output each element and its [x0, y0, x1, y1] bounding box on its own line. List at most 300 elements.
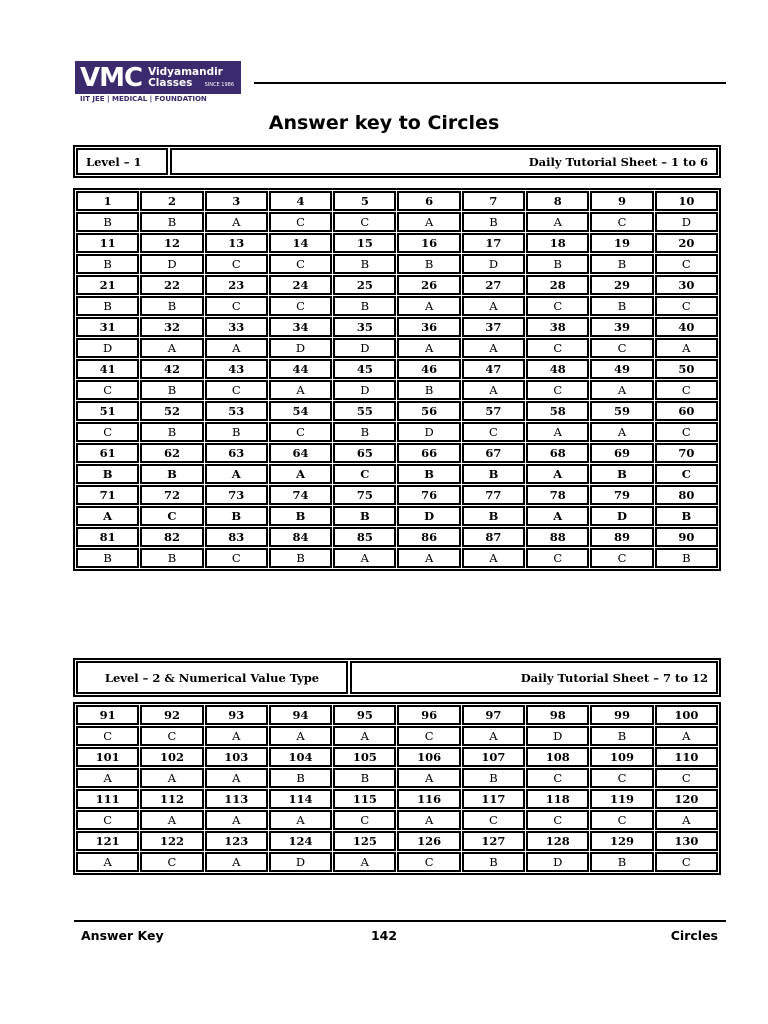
answer-row	[76, 338, 718, 358]
answer-cell: C	[333, 810, 396, 830]
answer-cell: A	[397, 212, 460, 232]
question-number: 59	[590, 401, 653, 421]
section-sheet-label: Daily Tutorial Sheet – 7 to 12	[350, 661, 718, 694]
question-number: 54	[269, 401, 332, 421]
answer-cell: A	[269, 464, 332, 484]
answer-cell: A	[269, 380, 332, 400]
question-number: 126	[397, 831, 460, 851]
question-number: 68	[526, 443, 589, 463]
logo-since: SINCE 1986	[204, 82, 234, 88]
answer-cell: A	[205, 768, 268, 788]
question-number: 80	[655, 485, 718, 505]
question-number: 109	[590, 747, 653, 767]
question-number: 64	[269, 443, 332, 463]
answer-cell: A	[205, 464, 268, 484]
header-rule	[254, 82, 726, 84]
answer-cell: B	[590, 296, 653, 316]
question-number: 27	[462, 275, 525, 295]
answer-row	[76, 726, 718, 746]
answer-cell: A	[269, 726, 332, 746]
question-number: 42	[140, 359, 203, 379]
question-number: 91	[76, 705, 139, 725]
question-number: 51	[76, 401, 139, 421]
question-number: 114	[269, 789, 332, 809]
answer-cell: C	[140, 726, 203, 746]
answer-cell: B	[205, 506, 268, 526]
answer-cell: B	[140, 296, 203, 316]
answer-cell: B	[140, 548, 203, 568]
answer-cell: B	[76, 464, 139, 484]
answer-cell: C	[526, 296, 589, 316]
answer-cell: A	[526, 506, 589, 526]
answer-cell: B	[462, 464, 525, 484]
answer-cell: C	[526, 810, 589, 830]
question-number: 3	[205, 191, 268, 211]
section-level-label: Level – 1	[76, 148, 168, 175]
answer-cell: B	[590, 852, 653, 872]
question-number-row	[76, 527, 718, 547]
answer-cell: A	[462, 338, 525, 358]
question-number: 41	[76, 359, 139, 379]
question-number: 45	[333, 359, 396, 379]
answer-cell: A	[333, 852, 396, 872]
logo-name-line1: Vidyamandir	[148, 65, 223, 78]
question-number: 122	[140, 831, 203, 851]
logo-badge	[75, 61, 241, 94]
question-number: 60	[655, 401, 718, 421]
question-number: 123	[205, 831, 268, 851]
question-number: 118	[526, 789, 589, 809]
question-number-row	[76, 359, 718, 379]
question-number: 16	[397, 233, 460, 253]
question-number: 105	[333, 747, 396, 767]
question-number: 33	[205, 317, 268, 337]
answer-cell: A	[526, 464, 589, 484]
question-number: 53	[205, 401, 268, 421]
question-number: 83	[205, 527, 268, 547]
question-number: 97	[462, 705, 525, 725]
question-number: 104	[269, 747, 332, 767]
question-number: 95	[333, 705, 396, 725]
question-number: 8	[526, 191, 589, 211]
answer-cell: C	[526, 338, 589, 358]
answer-cell: B	[333, 296, 396, 316]
answer-cell: C	[269, 254, 332, 274]
question-number: 23	[205, 275, 268, 295]
question-number: 90	[655, 527, 718, 547]
question-number: 28	[526, 275, 589, 295]
footer-rule	[74, 920, 726, 922]
question-number: 35	[333, 317, 396, 337]
answer-cell: A	[590, 422, 653, 442]
question-number: 48	[526, 359, 589, 379]
question-number: 92	[140, 705, 203, 725]
question-number: 14	[269, 233, 332, 253]
question-number: 37	[462, 317, 525, 337]
answer-cell: C	[269, 212, 332, 232]
question-number: 63	[205, 443, 268, 463]
answer-cell: D	[655, 212, 718, 232]
question-number-row	[76, 401, 718, 421]
answer-cell: B	[76, 254, 139, 274]
section-header-level-2	[73, 658, 721, 697]
question-number: 21	[76, 275, 139, 295]
answer-cell: C	[590, 548, 653, 568]
answer-row	[76, 810, 718, 830]
question-number: 128	[526, 831, 589, 851]
question-number: 50	[655, 359, 718, 379]
question-number: 96	[397, 705, 460, 725]
answer-cell: C	[76, 380, 139, 400]
answer-cell: A	[76, 852, 139, 872]
answer-cell: B	[526, 254, 589, 274]
answer-cell: C	[655, 296, 718, 316]
answer-cell: C	[205, 254, 268, 274]
answer-cell: A	[526, 212, 589, 232]
answer-cell: B	[462, 212, 525, 232]
question-number: 62	[140, 443, 203, 463]
question-number: 46	[397, 359, 460, 379]
answer-cell: A	[205, 338, 268, 358]
question-number: 58	[526, 401, 589, 421]
answer-cell: C	[526, 548, 589, 568]
question-number-row	[76, 789, 718, 809]
answer-cell: C	[590, 810, 653, 830]
question-number: 106	[397, 747, 460, 767]
answer-cell: C	[397, 726, 460, 746]
question-number-row	[76, 747, 718, 767]
answer-row	[76, 212, 718, 232]
question-number: 30	[655, 275, 718, 295]
question-number: 117	[462, 789, 525, 809]
answer-cell: D	[590, 506, 653, 526]
question-number: 98	[526, 705, 589, 725]
answer-row	[76, 768, 718, 788]
question-number: 26	[397, 275, 460, 295]
question-number: 88	[526, 527, 589, 547]
answer-row	[76, 254, 718, 274]
question-number: 9	[590, 191, 653, 211]
answer-cell: A	[397, 296, 460, 316]
question-number-row	[76, 275, 718, 295]
answer-cell: C	[590, 212, 653, 232]
question-number: 1	[76, 191, 139, 211]
question-number: 5	[333, 191, 396, 211]
answer-cell: B	[462, 852, 525, 872]
answer-cell: D	[140, 254, 203, 274]
answer-row	[76, 296, 718, 316]
question-number: 101	[76, 747, 139, 767]
footer-left: Answer Key	[81, 928, 164, 943]
answer-cell: A	[333, 548, 396, 568]
question-number: 108	[526, 747, 589, 767]
answer-cell: C	[76, 422, 139, 442]
question-number: 40	[655, 317, 718, 337]
question-number: 71	[76, 485, 139, 505]
question-number: 57	[462, 401, 525, 421]
answer-cell: B	[269, 768, 332, 788]
answer-cell: A	[397, 768, 460, 788]
answer-cell: A	[205, 212, 268, 232]
answer-cell: C	[269, 296, 332, 316]
question-number: 6	[397, 191, 460, 211]
answer-cell: C	[590, 338, 653, 358]
answer-cell: C	[655, 422, 718, 442]
question-number: 125	[333, 831, 396, 851]
answer-cell: A	[140, 768, 203, 788]
question-number: 49	[590, 359, 653, 379]
question-number: 72	[140, 485, 203, 505]
answer-cell: B	[590, 254, 653, 274]
question-number: 13	[205, 233, 268, 253]
answer-cell: C	[655, 464, 718, 484]
answer-cell: B	[140, 212, 203, 232]
answer-cell: D	[462, 254, 525, 274]
answer-cell: B	[333, 506, 396, 526]
question-number: 86	[397, 527, 460, 547]
answer-cell: C	[462, 810, 525, 830]
question-number: 34	[269, 317, 332, 337]
question-number: 7	[462, 191, 525, 211]
answer-cell: A	[397, 810, 460, 830]
question-number: 120	[655, 789, 718, 809]
page-title: Answer key to Circles	[268, 112, 500, 134]
question-number: 107	[462, 747, 525, 767]
question-number: 127	[462, 831, 525, 851]
answer-cell: A	[655, 726, 718, 746]
question-number: 115	[333, 789, 396, 809]
answer-cell: C	[655, 768, 718, 788]
answer-cell: B	[333, 768, 396, 788]
answer-cell: A	[655, 810, 718, 830]
question-number-row	[76, 317, 718, 337]
answer-row	[76, 852, 718, 872]
answer-cell: A	[462, 548, 525, 568]
answer-cell: B	[76, 296, 139, 316]
question-number: 69	[590, 443, 653, 463]
question-number-row	[76, 485, 718, 505]
answer-cell: D	[526, 726, 589, 746]
answer-cell: B	[590, 726, 653, 746]
question-number: 102	[140, 747, 203, 767]
question-number-row	[76, 233, 718, 253]
answer-cell: C	[526, 380, 589, 400]
answer-cell: A	[269, 810, 332, 830]
question-number: 38	[526, 317, 589, 337]
answer-cell: B	[462, 768, 525, 788]
question-number: 113	[205, 789, 268, 809]
question-number: 121	[76, 831, 139, 851]
question-number: 130	[655, 831, 718, 851]
answer-cell: A	[462, 726, 525, 746]
question-number: 67	[462, 443, 525, 463]
answer-cell: A	[397, 548, 460, 568]
question-number: 61	[76, 443, 139, 463]
answer-cell: C	[655, 852, 718, 872]
question-number: 66	[397, 443, 460, 463]
question-number: 11	[76, 233, 139, 253]
question-number: 103	[205, 747, 268, 767]
question-number: 87	[462, 527, 525, 547]
question-number: 79	[590, 485, 653, 505]
answer-cell: C	[205, 548, 268, 568]
question-number: 47	[462, 359, 525, 379]
answer-cell: B	[76, 548, 139, 568]
question-number: 112	[140, 789, 203, 809]
answer-row	[76, 380, 718, 400]
answer-cell: A	[462, 380, 525, 400]
answer-cell: B	[397, 380, 460, 400]
question-number: 89	[590, 527, 653, 547]
answer-cell: A	[205, 852, 268, 872]
answer-cell: D	[333, 380, 396, 400]
question-number: 22	[140, 275, 203, 295]
answer-cell: C	[655, 254, 718, 274]
answer-cell: C	[205, 380, 268, 400]
question-number: 93	[205, 705, 268, 725]
answer-cell: B	[140, 464, 203, 484]
question-number: 52	[140, 401, 203, 421]
answer-cell: C	[76, 810, 139, 830]
answer-cell: A	[333, 726, 396, 746]
logo-tagline: IIT JEE | MEDICAL | FOUNDATION	[80, 95, 207, 103]
question-number: 76	[397, 485, 460, 505]
answer-cell: A	[655, 338, 718, 358]
question-number: 2	[140, 191, 203, 211]
question-number: 55	[333, 401, 396, 421]
answer-cell: D	[76, 338, 139, 358]
question-number-row	[76, 705, 718, 725]
page-number: 142	[370, 928, 398, 943]
question-number: 39	[590, 317, 653, 337]
answer-cell: C	[140, 852, 203, 872]
answer-cell: A	[76, 768, 139, 788]
question-number: 17	[462, 233, 525, 253]
answer-cell: B	[269, 548, 332, 568]
answer-cell: D	[333, 338, 396, 358]
answer-cell: A	[140, 810, 203, 830]
answer-grid-level-1	[73, 188, 721, 571]
question-number: 111	[76, 789, 139, 809]
answer-cell: A	[590, 380, 653, 400]
answer-cell: B	[590, 464, 653, 484]
answer-cell: B	[655, 506, 718, 526]
answer-cell: A	[397, 338, 460, 358]
answer-cell: C	[76, 726, 139, 746]
answer-cell: A	[140, 338, 203, 358]
section-header-level-1	[73, 145, 721, 178]
answer-cell: B	[140, 380, 203, 400]
question-number: 99	[590, 705, 653, 725]
question-number: 10	[655, 191, 718, 211]
question-number: 12	[140, 233, 203, 253]
answer-cell: C	[397, 852, 460, 872]
footer-right: Circles	[670, 928, 718, 943]
answer-cell: A	[205, 726, 268, 746]
answer-row	[76, 506, 718, 526]
answer-cell: A	[205, 810, 268, 830]
logo-mark: VMC	[80, 62, 143, 93]
answer-cell: A	[462, 296, 525, 316]
question-number: 73	[205, 485, 268, 505]
answer-cell: D	[269, 852, 332, 872]
answer-cell: B	[333, 254, 396, 274]
logo-name-line2: Classes	[148, 76, 193, 89]
answer-cell: D	[269, 338, 332, 358]
answer-cell: B	[269, 506, 332, 526]
question-number: 110	[655, 747, 718, 767]
answer-cell: C	[333, 212, 396, 232]
question-number: 29	[590, 275, 653, 295]
answer-cell: B	[76, 212, 139, 232]
question-number: 36	[397, 317, 460, 337]
question-number: 94	[269, 705, 332, 725]
question-number-row	[76, 831, 718, 851]
answer-cell: B	[462, 506, 525, 526]
question-number: 56	[397, 401, 460, 421]
question-number-row	[76, 443, 718, 463]
answer-cell: C	[526, 768, 589, 788]
section-level-label: Level – 2 & Numerical Value Type	[76, 661, 348, 694]
question-number: 74	[269, 485, 332, 505]
answer-cell: B	[397, 464, 460, 484]
answer-row	[76, 548, 718, 568]
question-number: 124	[269, 831, 332, 851]
answer-cell: B	[205, 422, 268, 442]
answer-row	[76, 464, 718, 484]
question-number: 65	[333, 443, 396, 463]
question-number: 82	[140, 527, 203, 547]
answer-cell: C	[590, 768, 653, 788]
question-number: 25	[333, 275, 396, 295]
question-number: 75	[333, 485, 396, 505]
question-number: 77	[462, 485, 525, 505]
answer-cell: B	[333, 422, 396, 442]
answer-cell: B	[397, 254, 460, 274]
question-number: 43	[205, 359, 268, 379]
question-number: 31	[76, 317, 139, 337]
question-number: 32	[140, 317, 203, 337]
question-number-row	[76, 191, 718, 211]
question-number: 70	[655, 443, 718, 463]
answer-cell: C	[205, 296, 268, 316]
answer-grid-level-2	[73, 702, 721, 875]
answer-cell: A	[76, 506, 139, 526]
answer-cell: B	[140, 422, 203, 442]
question-number: 20	[655, 233, 718, 253]
answer-cell: C	[655, 380, 718, 400]
answer-cell: C	[269, 422, 332, 442]
question-number: 15	[333, 233, 396, 253]
question-number: 4	[269, 191, 332, 211]
answer-cell: A	[526, 422, 589, 442]
question-number: 19	[590, 233, 653, 253]
question-number: 24	[269, 275, 332, 295]
question-number: 85	[333, 527, 396, 547]
question-number: 100	[655, 705, 718, 725]
question-number: 44	[269, 359, 332, 379]
answer-cell: C	[140, 506, 203, 526]
section-sheet-label: Daily Tutorial Sheet – 1 to 6	[170, 148, 718, 175]
answer-cell: D	[526, 852, 589, 872]
answer-cell: C	[462, 422, 525, 442]
question-number: 129	[590, 831, 653, 851]
question-number: 78	[526, 485, 589, 505]
question-number: 18	[526, 233, 589, 253]
answer-cell: D	[397, 422, 460, 442]
answer-cell: B	[655, 548, 718, 568]
answer-cell: C	[333, 464, 396, 484]
